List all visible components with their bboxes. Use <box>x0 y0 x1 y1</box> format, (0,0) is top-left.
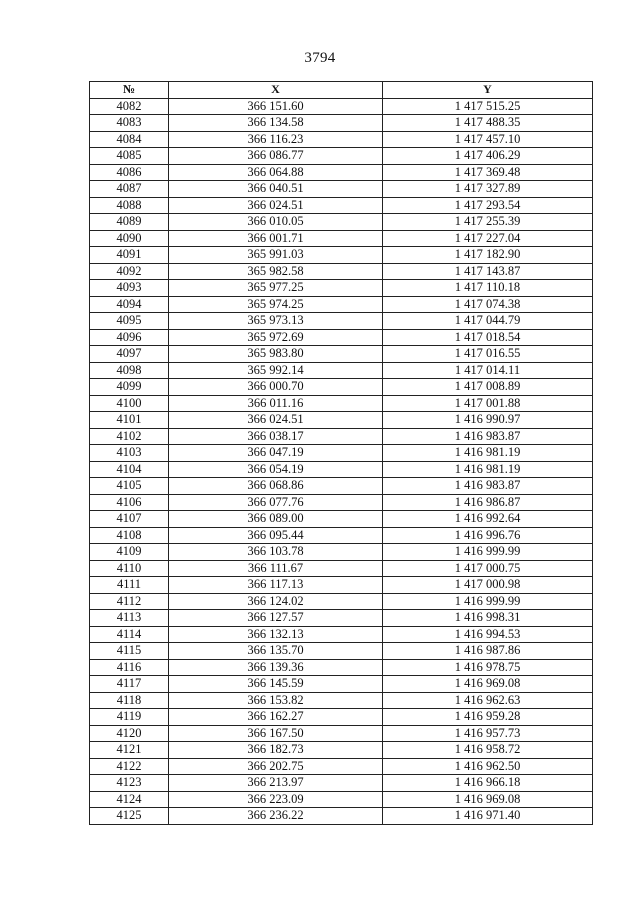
point-number-cell: 4083 <box>90 115 169 132</box>
table-row <box>90 115 593 132</box>
x-coordinate-cell: 366 182.73 <box>169 742 383 759</box>
y-coordinate-cell: 1 416 996.76 <box>383 527 593 544</box>
coordinates-table <box>89 81 593 825</box>
y-coordinate-cell: 1 416 986.87 <box>383 494 593 511</box>
page-number: 3794 <box>304 50 336 66</box>
y-coordinate-cell: 1 416 994.53 <box>383 626 593 643</box>
point-number-cell: 4114 <box>90 626 169 643</box>
point-number-cell: 4120 <box>90 725 169 742</box>
point-number-cell: 4116 <box>90 659 169 676</box>
table-row <box>90 610 593 627</box>
y-coordinate-cell: 1 416 992.64 <box>383 511 593 528</box>
x-coordinate-cell: 365 992.14 <box>169 362 383 379</box>
point-number-cell: 4098 <box>90 362 169 379</box>
table-row <box>90 247 593 264</box>
y-coordinate-cell: 1 416 978.75 <box>383 659 593 676</box>
point-number-cell: 4111 <box>90 577 169 594</box>
x-coordinate-cell: 366 132.13 <box>169 626 383 643</box>
table-row <box>90 164 593 181</box>
table-row <box>90 395 593 412</box>
table-row <box>90 230 593 247</box>
table-row <box>90 593 593 610</box>
table-header <box>90 82 593 99</box>
point-number-cell: 4091 <box>90 247 169 264</box>
table-row <box>90 214 593 231</box>
y-coordinate-cell: 1 416 981.19 <box>383 461 593 478</box>
point-number-cell: 4095 <box>90 313 169 330</box>
x-coordinate-cell: 366 001.71 <box>169 230 383 247</box>
x-coordinate-cell: 366 162.27 <box>169 709 383 726</box>
table-row <box>90 478 593 495</box>
x-coordinate-cell: 366 139.36 <box>169 659 383 676</box>
y-coordinate-cell: 1 417 110.18 <box>383 280 593 297</box>
table-row <box>90 461 593 478</box>
x-coordinate-cell: 366 223.09 <box>169 791 383 808</box>
point-number-cell: 4108 <box>90 527 169 544</box>
table-row <box>90 428 593 445</box>
point-number-cell: 4122 <box>90 758 169 775</box>
y-coordinate-cell: 1 417 016.55 <box>383 346 593 363</box>
y-coordinate-cell: 1 416 983.87 <box>383 478 593 495</box>
table-row <box>90 296 593 313</box>
point-number-cell: 4105 <box>90 478 169 495</box>
table-row <box>90 808 593 825</box>
point-number-cell: 4110 <box>90 560 169 577</box>
x-coordinate-cell: 366 236.22 <box>169 808 383 825</box>
point-number-cell: 4112 <box>90 593 169 610</box>
table-row <box>90 494 593 511</box>
header-x: X <box>169 82 383 99</box>
y-coordinate-cell: 1 417 515.25 <box>383 98 593 115</box>
point-number-cell: 4085 <box>90 148 169 165</box>
x-coordinate-cell: 366 089.00 <box>169 511 383 528</box>
table-row <box>90 329 593 346</box>
point-number-cell: 4115 <box>90 643 169 660</box>
table-row <box>90 280 593 297</box>
table-row <box>90 643 593 660</box>
point-number-cell: 4117 <box>90 676 169 693</box>
x-coordinate-cell: 365 991.03 <box>169 247 383 264</box>
x-coordinate-cell: 365 974.25 <box>169 296 383 313</box>
point-number-cell: 4101 <box>90 412 169 429</box>
y-coordinate-cell: 1 417 008.89 <box>383 379 593 396</box>
x-coordinate-cell: 366 024.51 <box>169 197 383 214</box>
y-coordinate-cell: 1 416 957.73 <box>383 725 593 742</box>
x-coordinate-cell: 365 973.13 <box>169 313 383 330</box>
y-coordinate-cell: 1 417 074.38 <box>383 296 593 313</box>
x-coordinate-cell: 366 103.78 <box>169 544 383 561</box>
table-row <box>90 758 593 775</box>
x-coordinate-cell: 366 134.58 <box>169 115 383 132</box>
x-coordinate-cell: 366 111.67 <box>169 560 383 577</box>
x-coordinate-cell: 366 145.59 <box>169 676 383 693</box>
y-coordinate-cell: 1 417 014.11 <box>383 362 593 379</box>
y-coordinate-cell: 1 416 998.31 <box>383 610 593 627</box>
x-coordinate-cell: 366 202.75 <box>169 758 383 775</box>
y-coordinate-cell: 1 416 999.99 <box>383 593 593 610</box>
x-coordinate-cell: 365 977.25 <box>169 280 383 297</box>
y-coordinate-cell: 1 417 000.98 <box>383 577 593 594</box>
point-number-cell: 4103 <box>90 445 169 462</box>
y-coordinate-cell: 1 417 143.87 <box>383 263 593 280</box>
point-number-cell: 4107 <box>90 511 169 528</box>
y-coordinate-cell: 1 417 227.04 <box>383 230 593 247</box>
point-number-cell: 4092 <box>90 263 169 280</box>
y-coordinate-cell: 1 417 457.10 <box>383 131 593 148</box>
y-coordinate-cell: 1 416 959.28 <box>383 709 593 726</box>
x-coordinate-cell: 366 117.13 <box>169 577 383 594</box>
y-coordinate-cell: 1 416 966.18 <box>383 775 593 792</box>
table-row <box>90 742 593 759</box>
table-row <box>90 313 593 330</box>
point-number-cell: 4121 <box>90 742 169 759</box>
x-coordinate-cell: 366 064.88 <box>169 164 383 181</box>
y-coordinate-cell: 1 416 987.86 <box>383 643 593 660</box>
x-coordinate-cell: 365 972.69 <box>169 329 383 346</box>
table-row <box>90 412 593 429</box>
y-coordinate-cell: 1 417 488.35 <box>383 115 593 132</box>
table-row <box>90 659 593 676</box>
table-body <box>90 98 593 824</box>
table-row <box>90 692 593 709</box>
y-coordinate-cell: 1 416 999.99 <box>383 544 593 561</box>
table-row <box>90 131 593 148</box>
x-coordinate-cell: 366 010.05 <box>169 214 383 231</box>
table-row <box>90 791 593 808</box>
y-coordinate-cell: 1 417 327.89 <box>383 181 593 198</box>
table-row <box>90 362 593 379</box>
y-coordinate-cell: 1 416 971.40 <box>383 808 593 825</box>
x-coordinate-cell: 366 011.16 <box>169 395 383 412</box>
table-row <box>90 379 593 396</box>
x-coordinate-cell: 366 151.60 <box>169 98 383 115</box>
x-coordinate-cell: 366 167.50 <box>169 725 383 742</box>
x-coordinate-cell: 365 983.80 <box>169 346 383 363</box>
point-number-cell: 4088 <box>90 197 169 214</box>
point-number-cell: 4090 <box>90 230 169 247</box>
point-number-cell: 4102 <box>90 428 169 445</box>
point-number-cell: 4119 <box>90 709 169 726</box>
point-number-cell: 4097 <box>90 346 169 363</box>
point-number-cell: 4096 <box>90 329 169 346</box>
table-row <box>90 626 593 643</box>
point-number-cell: 4104 <box>90 461 169 478</box>
header-number: № <box>90 82 169 99</box>
table-row <box>90 560 593 577</box>
header-y: Y <box>383 82 593 99</box>
table-row <box>90 98 593 115</box>
table-row <box>90 775 593 792</box>
y-coordinate-cell: 1 416 990.97 <box>383 412 593 429</box>
y-coordinate-cell: 1 417 000.75 <box>383 560 593 577</box>
point-number-cell: 4113 <box>90 610 169 627</box>
x-coordinate-cell: 366 095.44 <box>169 527 383 544</box>
x-coordinate-cell: 366 124.02 <box>169 593 383 610</box>
x-coordinate-cell: 366 038.17 <box>169 428 383 445</box>
y-coordinate-cell: 1 417 001.88 <box>383 395 593 412</box>
point-number-cell: 4089 <box>90 214 169 231</box>
table-row <box>90 725 593 742</box>
table-row <box>90 544 593 561</box>
x-coordinate-cell: 366 024.51 <box>169 412 383 429</box>
point-number-cell: 4118 <box>90 692 169 709</box>
table-row <box>90 445 593 462</box>
point-number-cell: 4086 <box>90 164 169 181</box>
y-coordinate-cell: 1 416 962.50 <box>383 758 593 775</box>
table-row <box>90 676 593 693</box>
point-number-cell: 4087 <box>90 181 169 198</box>
y-coordinate-cell: 1 417 044.79 <box>383 313 593 330</box>
y-coordinate-cell: 1 416 958.72 <box>383 742 593 759</box>
y-coordinate-cell: 1 416 969.08 <box>383 791 593 808</box>
point-number-cell: 4084 <box>90 131 169 148</box>
header-row <box>90 82 593 99</box>
y-coordinate-cell: 1 417 018.54 <box>383 329 593 346</box>
x-coordinate-cell: 366 153.82 <box>169 692 383 709</box>
table-row <box>90 346 593 363</box>
table-row <box>90 197 593 214</box>
y-coordinate-cell: 1 416 983.87 <box>383 428 593 445</box>
y-coordinate-cell: 1 417 255.39 <box>383 214 593 231</box>
y-coordinate-cell: 1 417 182.90 <box>383 247 593 264</box>
x-coordinate-cell: 366 054.19 <box>169 461 383 478</box>
x-coordinate-cell: 366 077.76 <box>169 494 383 511</box>
point-number-cell: 4106 <box>90 494 169 511</box>
table-row <box>90 709 593 726</box>
x-coordinate-cell: 366 116.23 <box>169 131 383 148</box>
y-coordinate-cell: 1 416 981.19 <box>383 445 593 462</box>
y-coordinate-cell: 1 416 962.63 <box>383 692 593 709</box>
point-number-cell: 4109 <box>90 544 169 561</box>
x-coordinate-cell: 366 086.77 <box>169 148 383 165</box>
table-row <box>90 527 593 544</box>
x-coordinate-cell: 366 068.86 <box>169 478 383 495</box>
x-coordinate-cell: 366 000.70 <box>169 379 383 396</box>
table-row <box>90 511 593 528</box>
y-coordinate-cell: 1 416 969.08 <box>383 676 593 693</box>
x-coordinate-cell: 365 982.58 <box>169 263 383 280</box>
point-number-cell: 4094 <box>90 296 169 313</box>
point-number-cell: 4099 <box>90 379 169 396</box>
table-row <box>90 181 593 198</box>
y-coordinate-cell: 1 417 293.54 <box>383 197 593 214</box>
point-number-cell: 4100 <box>90 395 169 412</box>
point-number-cell: 4125 <box>90 808 169 825</box>
x-coordinate-cell: 366 213.97 <box>169 775 383 792</box>
x-coordinate-cell: 366 047.19 <box>169 445 383 462</box>
table-row <box>90 148 593 165</box>
table-row <box>90 577 593 594</box>
y-coordinate-cell: 1 417 369.48 <box>383 164 593 181</box>
point-number-cell: 4123 <box>90 775 169 792</box>
x-coordinate-cell: 366 040.51 <box>169 181 383 198</box>
x-coordinate-cell: 366 127.57 <box>169 610 383 627</box>
y-coordinate-cell: 1 417 406.29 <box>383 148 593 165</box>
table-row <box>90 263 593 280</box>
point-number-cell: 4082 <box>90 98 169 115</box>
point-number-cell: 4124 <box>90 791 169 808</box>
x-coordinate-cell: 366 135.70 <box>169 643 383 660</box>
point-number-cell: 4093 <box>90 280 169 297</box>
